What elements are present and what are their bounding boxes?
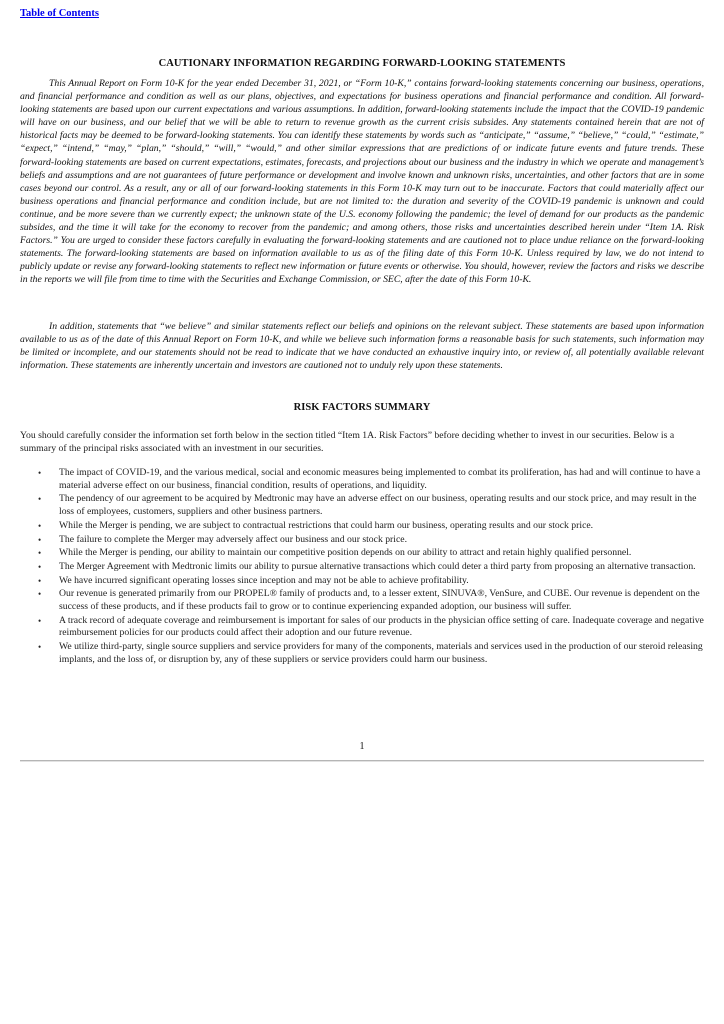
risk-factor-item [20,588,704,613]
risk-factor-text: The failure to complete the Merger may adversely affect our business and our stock price. [59,533,407,545]
risk-factor-text: We have incurred significant operating losses since inception and may not be able to achieve profitability. [59,574,469,586]
risk-factor-text: A track record of adequate coverage and reimbursement is important for sales of our products in the physician office setting of care. Inadequate coverage and negative reimbursement policies for our products could affect their adoption and our future revenue. [59,614,704,639]
bullet-icon: • [38,548,42,559]
risk-factor-item [20,467,704,492]
risk-summary-heading: RISK FACTORS SUMMARY [293,402,431,413]
cautionary-paragraph-1: This Annual Report on Form 10-K for the year ended December 31, 2021, or “Form 10-K,” contains forward-looking statements concerning our business, operations, and financial performance and condition as well as our plans, objectives, and expectations for business operations and financial performance and condition. All forward-looking statements are based upon our current expectations and various assumptions. In addition, forward-looking statements include the impact that the COVID-19 pandemic will have on our business, and our belief that we will be able to return to revenue growth as the current crisis subsides. Any statements contained herein that are not of historical facts may be deemed to be forward-looking statements. You can identify these statements by words such as “anticipate,” “assume,” “believe,” “could,” “estimate,” “expect,” “intend,” “may,” “plan,” “should,” “will,” “would,” and other similar expressions that are predictions of or indicate future events and future trends. These forward-looking statements are based on current expectations, estimates, forecasts, and projections about our business and the industry in which we operate and management’s beliefs and assumptions and are not guarantees of future performance or development and involve known and unknown risks, uncertainties, and other factors that are in some cases beyond our control. As a result, any or all of our forward-looking statements in this Form 10-K may turn out to be inaccurate. Factors that could materially affect our business operations and financial performance and condition include, but are not limited to: the duration and severity of the COVID-19 pandemic is unknown and could continue, and be more severe than we currently expect; the unknown state of the U.S. economy following the pandemic; the level of demand for our products as the pandemic subsides, and the time it will take for the economy to recover from the pandemic; and among others, those risks and uncertainties described herein under “Item 1A. Risk Factors.” You are urged to consider these factors carefully in evaluating the forward-looking statements and are cautioned not to place undue reliance on the forward-looking statements. The forward-looking statements are based on information available to us as of the filing date of this Form 10-K. Unless required by law, we do not intend to publicly update or revise any forward-looking statements to reflect new information or future events or otherwise. You should, however, review the factors and risks we describe in the reports we will file from time to time with the Securities and Exchange Commission, or SEC, after the date of this Form 10-K. [20,78,704,286]
risk-factor-text: While the Merger is pending, our ability to maintain our competitive position depends on our ability to attract and retain highly qualified personnel. [59,547,632,559]
risk-factor-text: We utilize third-party, single source suppliers and service providers for many of the components, materials and services used in the production of our steroid releasing implants, and the loss of, or disruption by, any of these suppliers or service providers could harm our business. [59,641,703,665]
table-of-contents-link[interactable]: Table of Contents [20,8,99,19]
risk-factor-item [20,575,704,588]
risk-factor-text: Our revenue is generated primarily from our PROPEL® family of products and, to a lesser extent, SINUVA®, VenSure, and CUBE. Our revenue is dependent on the success of these products, and if these products fail to grow or to continue experiencing expanded adoption, our business will suffer. [59,588,700,613]
risk-factor-text: The pendency of our agreement to be acquired by Medtronic may have an adverse effect on our business, operating results and our stock price, and may result in the loss of employees, customers, suppliers and other business partners. [59,493,697,518]
bullet-icon: • [38,534,42,545]
risk-factor-item [20,493,704,518]
page-divider [20,760,704,762]
risk-factor-text: The Merger Agreement with Medtronic limits our ability to pursue alternative transactions which could deter a third party from proposing an alternative transaction. [59,560,696,572]
risk-factor-item [20,547,704,560]
risk-factor-item [20,561,704,574]
bullet-icon: • [38,494,42,505]
bullet-icon: • [38,642,42,653]
risk-factor-item [20,520,704,533]
bullet-icon: • [38,468,42,478]
risk-factor-item [20,534,704,547]
risk-factor-text: The impact of COVID-19, and the various medical, social and economic measures being implemented to combat its proliferation, has had and will continue to have a material adverse effect on our business, financial condition, results of operations, and liquidity. [59,467,701,491]
bullet-icon: • [38,575,42,586]
bullet-icon: • [38,615,42,626]
risk-summary-intro: You should carefully consider the information set forth below in the section titled “Item 1A. Risk Factors” before deciding whether to invest in our securities. Below is a summary of the principal risks associated with an investment in our securities. [20,430,675,454]
bullet-icon: • [38,589,42,600]
risk-factor-item [20,615,704,640]
bullet-icon: • [38,561,42,572]
cautionary-paragraph-2: In addition, statements that “we believe” and similar statements reflect our beliefs and opinions on the relevant subject. These statements are based upon information available to us as of the date of this Annual Report on Form 10-K, and while we believe such information forms a reasonable basis for such statements, such information may be limited or incomplete, and our statements should not be read to indicate that we have conducted an exhaustive inquiry into, or review of, all potentially available relevant information. These statements are inherently uncertain and investors are cautioned not to unduly rely upon these statements. [20,321,704,372]
bullet-icon: • [38,520,42,531]
cautionary-heading: CAUTIONARY INFORMATION REGARDING FORWARD-LOOKING STATEMENTS [158,58,566,69]
risk-factor-list [20,467,704,668]
page-number: 1 [359,741,365,752]
risk-factor-text: While the Merger is pending, we are subject to contractual restrictions that could harm our business, operating results and our stock price. [59,519,594,531]
risk-factor-item [20,641,704,666]
